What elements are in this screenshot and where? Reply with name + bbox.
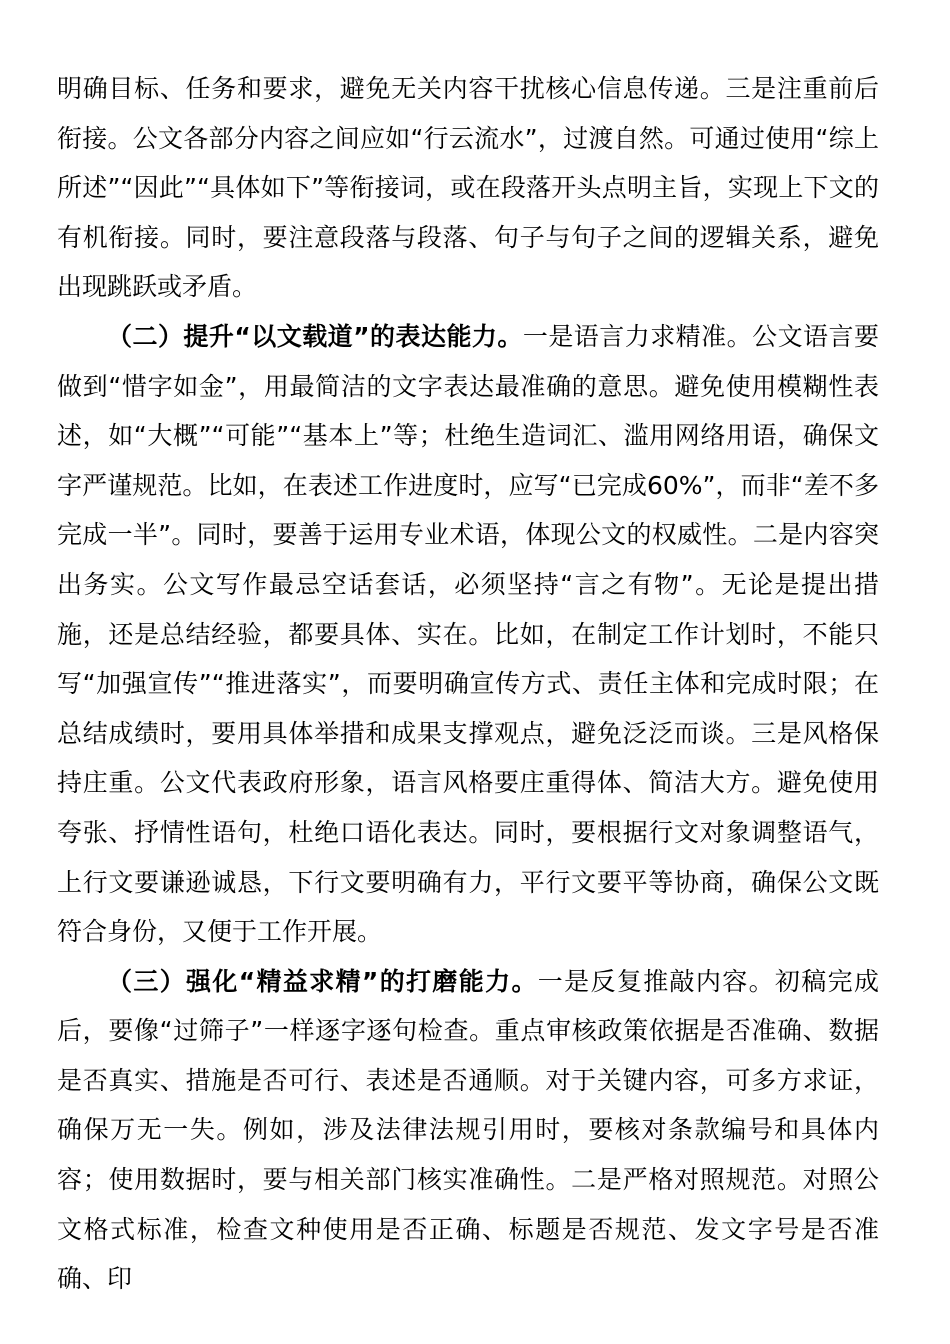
paragraph-section-three — [57, 957, 879, 1304]
section-heading-three: （三）强化“精益求精”的打磨能力。 — [107, 966, 538, 996]
paragraph-body: 一是反复推敲内容。初稿完成后，要像“过筛子”一样逐字逐句检查。重点审核政策依据是否准确、数据是否真实、措施是否可行、表述是否通顺。对于关键内容，可多方求证，确保万无一失。例如，涉及法律法规引用时，要核对条款编号和具体内容；使用数据时，要与相关部门核实准确性。二是严格对照规范。对照公文格式标准，检查文种使用是否正确、标题是否规范、发文字号是否准确、印 — [57, 966, 879, 1294]
section-heading-two: （二）提升“以文载道”的表达能力。 — [107, 321, 523, 351]
paragraph-section-two — [57, 312, 879, 957]
paragraph-body: 一是语言力求精准。公文语言要做到“惜字如金”，用最简洁的文字表达最准确的意思。避免使用模糊性表述，如“大概”“可能”“基本上”等；杜绝生造词汇、滥用网络用语，确保文字严谨规范。比如，在表述工作进度时，应写“已完成60%”，而非“差不多完成一半”。同时，要善于运用专业术语，体现公文的权威性。二是内容突出务实。公文写作最忌空话套话，必须坚持“言之有物”。无论是提出措施，还是总结经验，都要具体、实在。比如，在制定工作计划时，不能只写“加强宣传”“推进落实”，而要明确宣传方式、责任主体和完成时限；在总结成绩时，要用具体举措和成果支撑观点，避免泛泛而谈。三是风格保持庄重。公文代表政府形象，语言风格要庄重得体、简洁大方。避免使用夸张、抒情性语句，杜绝口语化表达。同时，要根据行文对象调整语气，上行文要谦逊诚恳，下行文要明确有力，平行文要平等协商，确保公文既符合身份，又便于工作开展。 — [57, 321, 879, 947]
paragraph-body: 明确目标、任务和要求，避免无关内容干扰核心信息传递。三是注重前后衔接。公文各部分内容之间应如“行云流水”，过渡自然。可通过使用“综上所述”“因此”“具体如下”等衔接词，或在段落开头点明主旨，实现上下文的有机衔接。同时，要注意段落与段落、句子与句子之间的逻辑关系，避免出现跳跃或矛盾。 — [57, 74, 879, 302]
document-page — [57, 64, 879, 1304]
paragraph-continuation — [57, 64, 879, 312]
